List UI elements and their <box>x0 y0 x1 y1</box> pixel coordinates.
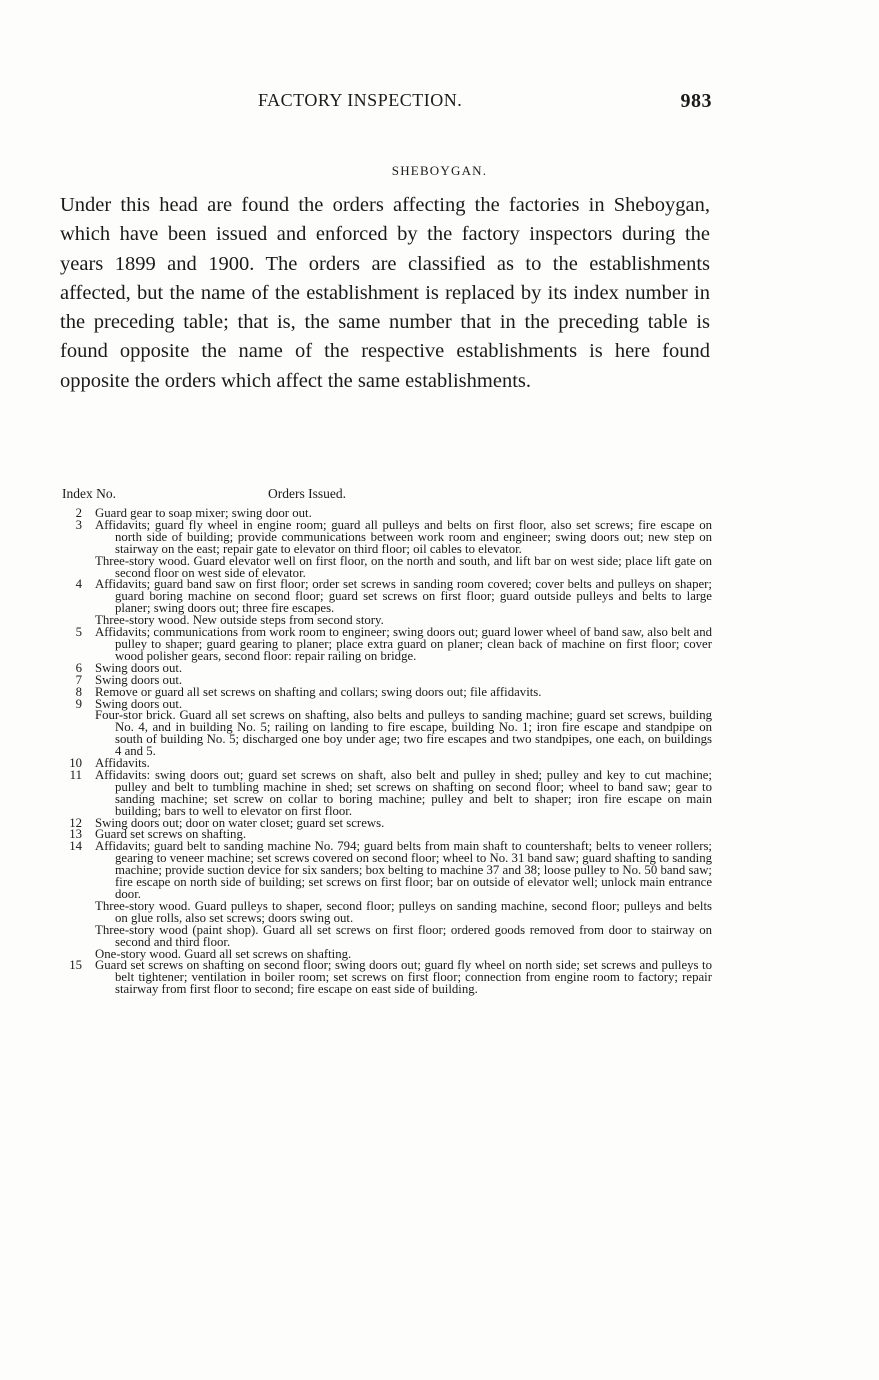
index-number: 13 <box>69 827 82 842</box>
index-number: 14 <box>69 839 82 854</box>
order-text: Affidavits; communications from work room to engineer; swing doors out; guard lower wheel of band saw, also belt and pulley to shaper; guard gearing to planer; place extra guard on planer; clean back of machine on first floor; cover wood polisher gears, second floor: repair railing on bridge. <box>95 625 712 663</box>
page-number: 983 <box>680 90 712 112</box>
order-entry <box>62 553 712 580</box>
index-number: 11 <box>69 767 82 782</box>
order-text: Affidavits; guard band saw on first floor; order set screws in sanding room covered; cover belts and pulleys on shaper; guard boring machine on second floor; guard set screws on first floor; guard outside pulleys and belts to large planer; swing doors out; three fire escapes. <box>95 577 712 616</box>
index-number: 15 <box>69 958 82 973</box>
order-entry <box>62 960 712 996</box>
order-entry <box>62 517 712 556</box>
order-text: Three-story wood. Guard pulleys to shaper, second floor; pulleys on sanding machine, second floor; pulleys and belts on glue rolls, also set screws; doors swing out. <box>95 898 712 925</box>
order-text: Affidavits; guard belt to sanding machine No. 794; guard belts from main shaft to countershaft; belts to veneer rollers; gearing to veneer machine; set screws covered on second floor; wheel to No. 31 band saw; guard shafting to sanding machine; provide suction device for six sanders; box belting to machine 37 and 38; loose pulley to No. 50 band saw; fire escape on north side of building; set screws on first floor; bar on outside of elevator well; unlock main entrance door. <box>95 839 713 901</box>
index-number: 2 <box>75 506 82 520</box>
order-text: One-story wood. Guard all set screws on shafting. <box>95 946 352 961</box>
orders-list <box>62 508 712 996</box>
running-title: FACTORY INSPECTION. <box>258 90 463 110</box>
order-entry <box>62 579 712 615</box>
order-entry <box>62 898 712 925</box>
order-text: Swing doors out. <box>95 672 183 687</box>
index-number: 4 <box>75 577 82 592</box>
order-text: Swing doors out. <box>95 660 183 675</box>
order-entry <box>62 627 712 663</box>
index-number: 9 <box>75 696 82 711</box>
section-title: SHEBOYGAN. <box>391 163 488 178</box>
order-text: Affidavits. <box>95 756 150 771</box>
index-number: 10 <box>69 756 82 771</box>
column-header-index: Index No. <box>62 486 116 501</box>
order-text: Three-story wood (paint shop). Guard all set screws on first floor; ordered goods removed from door to stairway on second and third floor. <box>95 922 712 949</box>
order-text: Three-story wood. New outside steps from second story. <box>95 613 384 628</box>
table-header <box>62 486 710 504</box>
page-header <box>258 90 712 116</box>
order-text: Four-stor brick. Guard all set screws on shafting, also belts and pulleys to sanding machine; guard set screws, building No. 4, and in building No. 5; railing on landing to fire escape, building No. 1; iron fire escape and standpipe on south of building No. 5; discharged one boy under age; two fire escapes and two standpipes, one each, on buildings 4 and 5. <box>95 708 712 759</box>
index-number: 7 <box>75 672 82 687</box>
order-text: Affidavits: swing doors out; guard set screws on shaft, also belt and pulley in shed; pulley and key to cut machine; pulley and belt to tumbling machine in shed; set screws on shafting on second floor; wheel to band saw; gear to sanding machine; set screw on collar to boring machine; pulley and belt to shaper; iron fire escape on main building; bars to well to elevator on first floor. <box>95 767 712 818</box>
column-header-orders: Orders Issued. <box>268 486 346 501</box>
order-text: Swing doors out. <box>95 696 183 711</box>
order-entry <box>62 922 712 949</box>
order-text: Affidavits; guard fly wheel in engine room; guard all pulleys and belts on first floor, also set screws; fire escape on north side of building; provide communications between work room and engineer; swing doors out; new step on stairway on the east; repair gate to elevator on third floor; oil cables to elevator. <box>95 517 712 556</box>
order-entry <box>62 841 712 901</box>
index-number: 6 <box>75 660 82 675</box>
index-number: 12 <box>69 815 82 830</box>
intro-paragraph: Under this head are found the orders affecting the factories in Sheboygan, which have been issued and enforced by the factory inspectors during the years 1899 and 1900. The orders are classified as to the establishments affected, but the name of the establishment is replaced by its index number in the preceding table; that is, the same number that in the preceding table is found opposite the name of the respective establishments is here found opposite the orders which affect the same establishments. <box>60 194 710 392</box>
order-text: Remove or guard all set screws on shafting and collars; swing doors out; file affidavits. <box>95 684 542 699</box>
index-number: 5 <box>75 625 82 640</box>
index-number: 3 <box>75 517 82 532</box>
order-text: Guard set screws on shafting on second floor; swing doors out; guard fly wheel on north side; set screws and pulleys to belt tightener; ventilation in boiler room; set screws on first floor; connection from engine room to factory; repair stairway from first floor to second; fire escape on east side of building. <box>95 958 712 997</box>
order-text: Three-story wood. Guard elevator well on first floor, on the north and south, and lift bar on west side; place lift gate on second floor on west side of elevator. <box>95 553 712 580</box>
order-entry <box>62 767 712 818</box>
order-text: Swing doors out; door on water closet; guard set screws. <box>95 815 385 830</box>
order-text: Guard gear to soap mixer; swing door out. <box>95 506 312 520</box>
order-text: Guard set screws on shafting. <box>95 827 247 842</box>
index-number: 8 <box>75 684 82 699</box>
order-entry <box>62 710 712 758</box>
